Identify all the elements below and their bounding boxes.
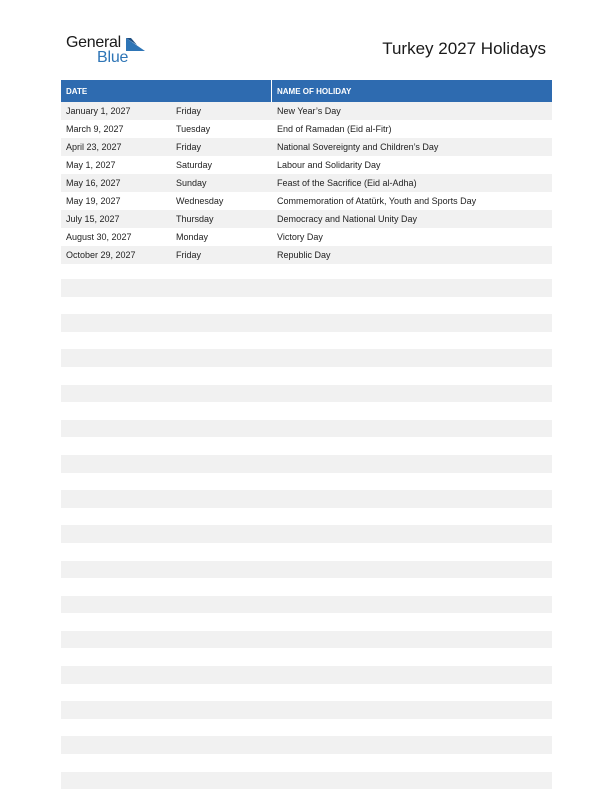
- empty-row: [61, 754, 552, 772]
- empty-row: [61, 596, 552, 614]
- empty-row: [61, 666, 552, 684]
- empty-row: [61, 490, 552, 508]
- empty-row: [61, 279, 552, 297]
- empty-row: [61, 367, 552, 385]
- empty-row: [61, 578, 552, 596]
- holiday-name: Democracy and National Unity Day: [277, 214, 418, 224]
- empty-row: [61, 613, 552, 631]
- generalblue-logo: [66, 34, 156, 70]
- table-row: [61, 210, 552, 228]
- holiday-weekday: Friday: [176, 106, 202, 116]
- holiday-date: January 1, 2027: [66, 106, 131, 116]
- empty-row: [61, 420, 552, 438]
- table-row: [61, 138, 552, 156]
- logo-text-general: General: [66, 34, 121, 51]
- empty-row: [61, 525, 552, 543]
- holiday-date: May 16, 2027: [66, 178, 121, 188]
- holiday-date: May 19, 2027: [66, 196, 121, 206]
- empty-row: [61, 684, 552, 702]
- holiday-date: October 29, 2027: [66, 250, 136, 260]
- holiday-weekday: Wednesday: [176, 196, 224, 206]
- logo-text-blue: Blue: [97, 49, 129, 66]
- table-row: [61, 102, 552, 120]
- page-title: Turkey 2027 Holidays: [382, 39, 546, 58]
- holiday-name: Feast of the Sacrifice (Eid al-Adha): [277, 178, 417, 188]
- holiday-weekday: Sunday: [176, 178, 207, 188]
- holiday-date: March 9, 2027: [66, 124, 124, 134]
- header-date: DATE: [66, 87, 88, 96]
- empty-row: [61, 314, 552, 332]
- empty-row: [61, 385, 552, 403]
- empty-table-rows: [61, 279, 552, 789]
- holiday-weekday: Monday: [176, 232, 209, 242]
- holiday-name: Labour and Solidarity Day: [277, 160, 381, 170]
- header-divider: [271, 80, 272, 102]
- table-row: [61, 120, 552, 138]
- table-header: [61, 80, 552, 102]
- holiday-weekday: Saturday: [176, 160, 213, 170]
- empty-row: [61, 473, 552, 491]
- table-row: [61, 192, 552, 210]
- table-row: [61, 174, 552, 192]
- empty-row: [61, 402, 552, 420]
- holiday-name: Commemoration of Atatürk, Youth and Sports Day: [277, 196, 477, 206]
- empty-row: [61, 772, 552, 790]
- empty-row: [61, 349, 552, 367]
- empty-row: [61, 455, 552, 473]
- empty-row: [61, 437, 552, 455]
- empty-row: [61, 332, 552, 350]
- holiday-name: Victory Day: [277, 232, 323, 242]
- empty-row: [61, 297, 552, 315]
- triangle-flag-icon: [126, 38, 146, 52]
- holiday-weekday: Thursday: [176, 214, 214, 224]
- empty-row: [61, 631, 552, 649]
- table-row: [61, 156, 552, 174]
- table-row: [61, 228, 552, 246]
- table-row: [61, 246, 552, 264]
- holiday-weekday: Tuesday: [176, 124, 211, 134]
- empty-row: [61, 543, 552, 561]
- empty-row: [61, 561, 552, 579]
- empty-row: [61, 648, 552, 666]
- holiday-date: August 30, 2027: [66, 232, 132, 242]
- empty-row: [61, 736, 552, 754]
- holiday-name: New Year’s Day: [277, 106, 341, 116]
- empty-row: [61, 719, 552, 737]
- holiday-table: [61, 80, 552, 264]
- holiday-date: July 15, 2027: [66, 214, 120, 224]
- holiday-date: April 23, 2027: [66, 142, 122, 152]
- holiday-date: May 1, 2027: [66, 160, 116, 170]
- holiday-name: National Sovereignty and Children’s Day: [277, 142, 439, 152]
- holiday-weekday: Friday: [176, 250, 202, 260]
- empty-row: [61, 508, 552, 526]
- holiday-name: Republic Day: [277, 250, 331, 260]
- header-holiday-name: NAME OF HOLIDAY: [277, 87, 352, 96]
- holiday-name: End of Ramadan (Eid al-Fitr): [277, 124, 392, 134]
- holiday-weekday: Friday: [176, 142, 202, 152]
- empty-row: [61, 701, 552, 719]
